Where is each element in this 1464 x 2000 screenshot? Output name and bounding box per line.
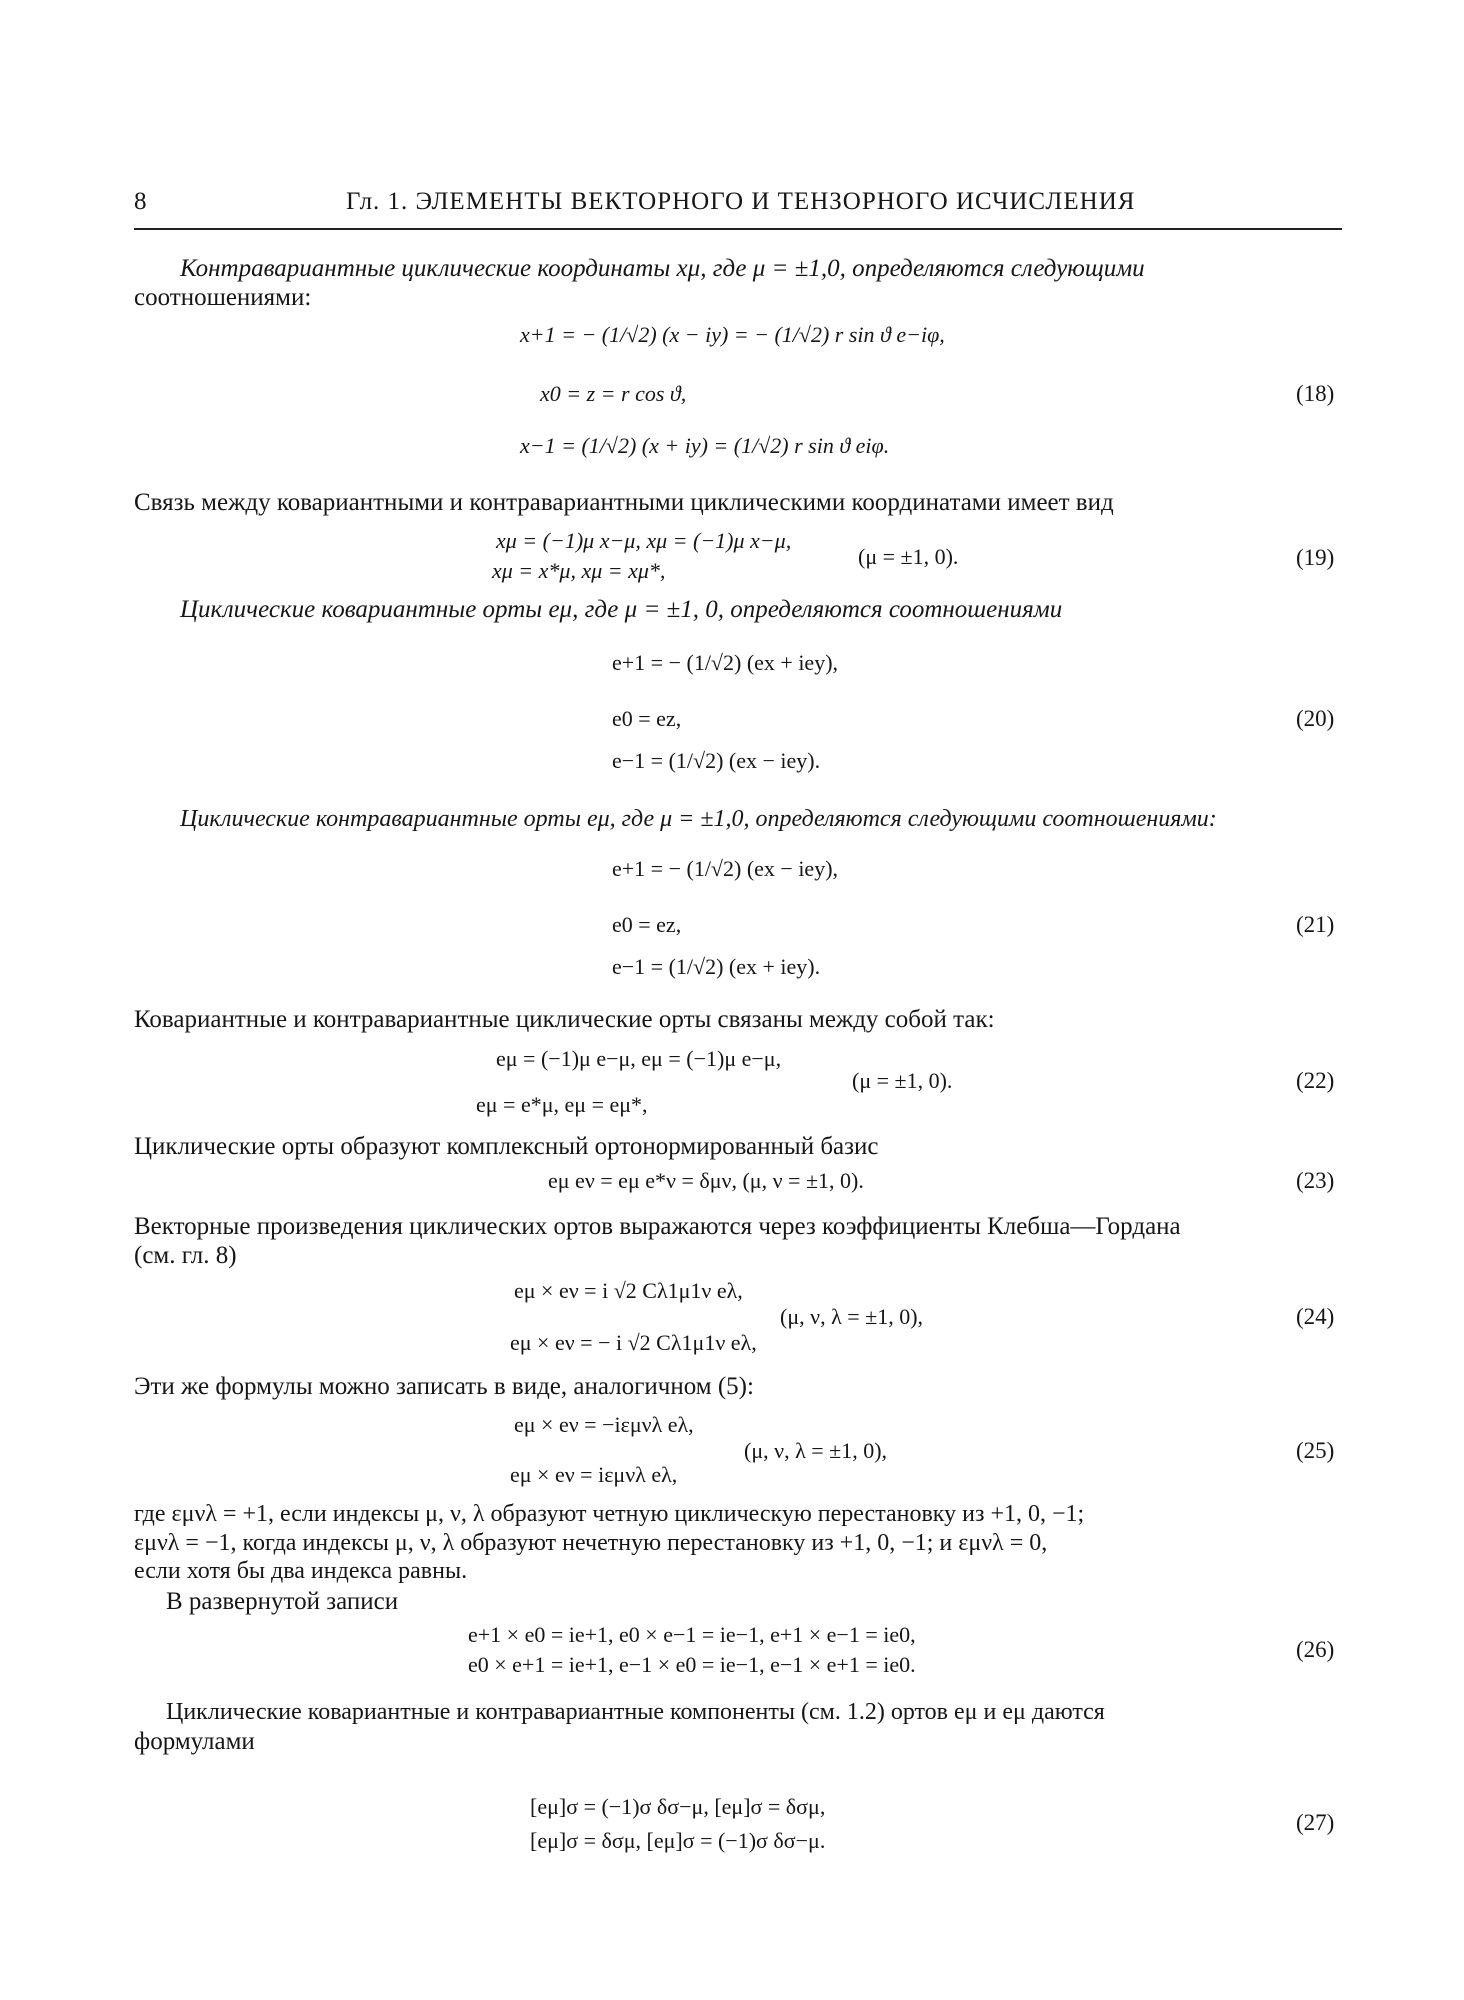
equation-number-18: (18) xyxy=(1296,381,1335,406)
paragraph-vector-products-cont: (см. гл. 8) xyxy=(134,1242,237,1269)
equation-number-24: (24) xyxy=(1296,1304,1335,1329)
equation-number-25: (25) xyxy=(1296,1438,1335,1463)
equation-number-20: (20) xyxy=(1296,706,1335,731)
equation-number-27: (27) xyxy=(1296,1810,1335,1835)
formula-25-line1: eμ × eν = −iεμνλ eλ, xyxy=(514,1412,694,1437)
formula-22-line2: eμ = e*μ, eμ = eμ*, xyxy=(476,1092,648,1117)
formula-24-condition: (μ, ν, λ = ±1, 0), xyxy=(780,1304,924,1329)
formula-26-line2: e0 × e+1 = ie+1, e−1 × e0 = ie−1, e−1 × e+1 = ie0. xyxy=(468,1652,916,1677)
formula-24-line2: eμ × eν = − i √2 Cλ1μ1ν eλ, xyxy=(510,1330,757,1355)
equation-number-19: (19) xyxy=(1296,545,1335,570)
formula-20-line3: e−1 = (1/√2) (ex − iey). xyxy=(612,748,821,773)
paragraph-epsilon-2: εμνλ = −1, когда индексы μ, ν, λ образуют нечетную перестановку из +1, 0, −1; и εμνλ = 0, xyxy=(134,1530,1048,1556)
paragraph-same-formulas: Эти же формулы можно записать в виде, аналогичном (5): xyxy=(134,1373,754,1400)
formula-18-line2: x0 = z = r cos ϑ, xyxy=(540,381,687,406)
formula-21-line1: e+1 = − (1/√2) (ex − iey), xyxy=(612,856,839,881)
equation-number-21: (21) xyxy=(1296,912,1335,937)
paragraph-components: Циклические ковариантные и контравариантные компоненты (см. 1.2) ортов eμ и eμ даются xyxy=(166,1699,1105,1725)
paragraph-components-cont: формулами xyxy=(134,1728,255,1755)
paragraph-contravariant-orts: Циклические контравариантные орты eμ, где μ = ±1,0, определяются следующими соотношениями: xyxy=(180,806,1217,832)
equation-number-23: (23) xyxy=(1296,1168,1335,1193)
paragraph-vector-products: Векторные произведения циклических ортов выражаются через коэффициенты Клебша—Гордана xyxy=(134,1213,1181,1240)
formula-25-line2: eμ × eν = iεμνλ eλ, xyxy=(510,1462,678,1487)
paragraph-covariant-orts: Циклические ковариантные орты eμ, где μ = ±1, 0, определяются соотношениями xyxy=(180,596,1063,623)
formula-26-line1: e+1 × e0 = ie+1, e0 × e−1 = ie−1, e+1 × e−1 = ie0, xyxy=(468,1622,916,1647)
paragraph-epsilon-1: где εμνλ = +1, если индексы μ, ν, λ образуют четную циклическую перестановку из +1, 0, −1; xyxy=(134,1501,1085,1527)
running-header: Гл. 1. ЭЛЕМЕНТЫ ВЕКТОРНОГО И ТЕНЗОРНОГО ИСЧИСЛЕНИЯ xyxy=(346,188,1136,215)
formula-18-line1: x+1 = − (1/√2) (x − iy) = − (1/√2) r sin ϑ e−iφ, xyxy=(520,322,945,347)
formula-19-line2: xμ = x*μ, xμ = xμ*, xyxy=(492,558,666,583)
formula-21-line3: e−1 = (1/√2) (ex + iey). xyxy=(612,954,821,979)
paragraph-relation: Связь между ковариантными и контравариантными циклическими координатами имеет вид xyxy=(134,489,1114,516)
formula-19-condition: (μ = ±1, 0). xyxy=(858,544,959,569)
paragraph-epsilon-3: если хотя бы два индекса равны. xyxy=(134,1558,468,1584)
formula-21-line2: e0 = ez, xyxy=(612,912,682,937)
formula-18-line3: x−1 = (1/√2) (x + iy) = (1/√2) r sin ϑ eiφ. xyxy=(520,433,890,458)
equation-number-26: (26) xyxy=(1296,1637,1335,1662)
paragraph-expanded: В развернутой записи xyxy=(166,1588,399,1615)
formula-20-line1: e+1 = − (1/√2) (ex + iey), xyxy=(612,650,839,675)
paragraph-contravariant-coords: Контравариантные циклические координаты xμ, где μ = ±1,0, определяются следующими xyxy=(180,255,1145,282)
page-number: 8 xyxy=(134,188,148,215)
formula-23: eμ eν = eμ e*ν = δμν, (μ, ν = ±1, 0). xyxy=(548,1168,864,1193)
formula-22-condition: (μ = ±1, 0). xyxy=(852,1068,953,1093)
formula-27-line1: [eμ]σ = (−1)σ δσ−μ, [eμ]σ = δσμ, xyxy=(530,1794,826,1819)
formula-19-line1: xμ = (−1)μ x−μ, xμ = (−1)μ x−μ, xyxy=(496,528,792,553)
formula-24-line1: eμ × eν = i √2 Cλ1μ1ν eλ, xyxy=(514,1278,743,1303)
header-rule xyxy=(134,228,1342,230)
paragraph-contravariant-coords-cont: соотношениями: xyxy=(134,284,312,311)
equation-number-22: (22) xyxy=(1296,1068,1335,1093)
formula-25-condition: (μ, ν, λ = ±1, 0), xyxy=(744,1438,888,1463)
paragraph-basis: Циклические орты образуют комплексный ортонормированный базис xyxy=(134,1133,879,1160)
formula-22-line1: eμ = (−1)μ e−μ, eμ = (−1)μ e−μ, xyxy=(496,1046,782,1071)
formula-20-line2: e0 = ez, xyxy=(612,706,682,731)
formula-27-line2: [eμ]σ = δσμ, [eμ]σ = (−1)σ δσ−μ. xyxy=(530,1828,826,1853)
paragraph-orts-relation: Ковариантные и контравариантные циклические орты связаны между собой так: xyxy=(134,1006,995,1033)
